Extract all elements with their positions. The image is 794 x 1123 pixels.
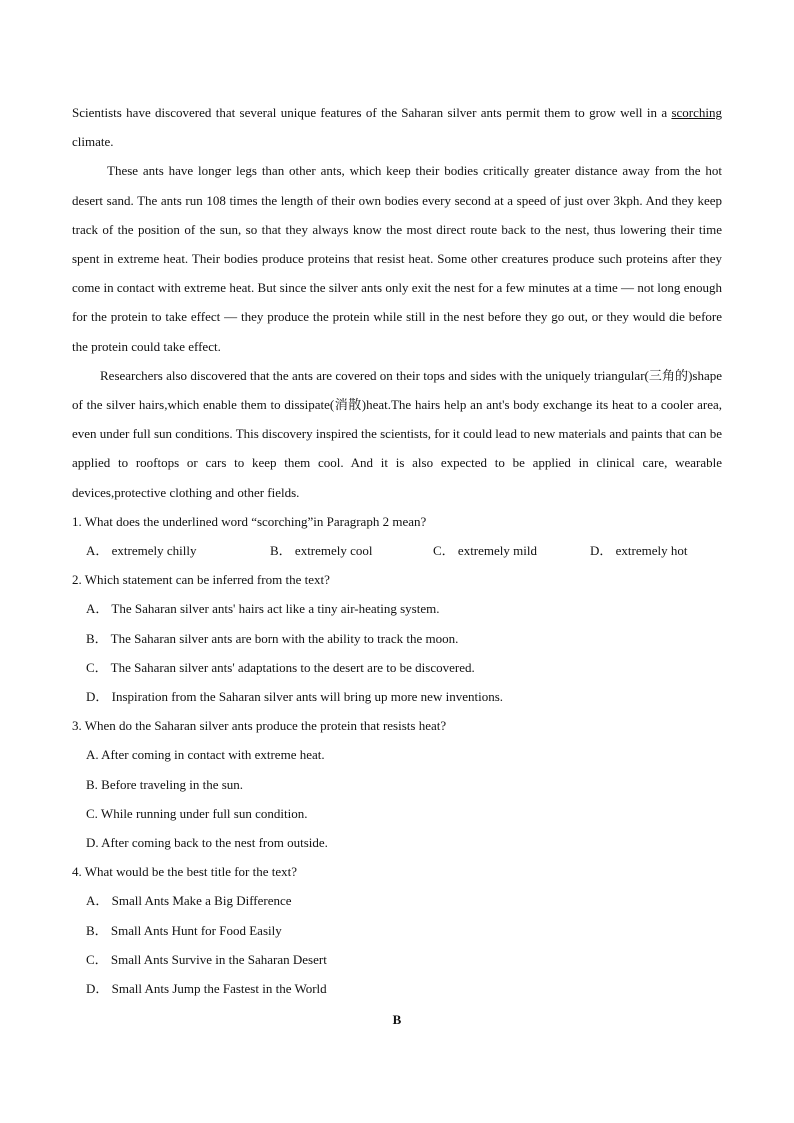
question-3-option-b: B. Before traveling in the sun. (86, 776, 244, 792)
question-3-stem: 3. When do the Saharan silver ants produce the protein that resists heat? (72, 718, 447, 734)
question-1-option-d: D． extremely hot (590, 543, 688, 559)
question-1 (72, 507, 722, 565)
question-4 (72, 857, 722, 1003)
paragraph-1-text-end: climate. (72, 134, 114, 150)
question-1-stem: 1. What does the underlined word “scorching”in Paragraph 2 mean? (72, 513, 427, 529)
passage-paragraph-2: These ants have longer legs than other ants, which keep their bodies critically greater distance away from the hot desert sand. The ants run 108 times the length of their own bodies every second at a speed of just over 3kph. And they keep track of the position of the sun, so that they always know the most direct route back to the nest, thus lowering their time spent in extreme heat. Their bodies produce proteins that resist heat. Some other creatures produce such proteins after they come in contact with extreme heat. But since the silver ants only exit the nest for a few minutes at a time — not long enough for the protein to take effect — they produce the protein while still in the nest before they go out, or they would die before the protein could take effect. (72, 163, 722, 354)
underlined-word-scorching: scorching (671, 105, 722, 120)
question-4-stem: 4. What would be the best title for the text? (72, 864, 298, 880)
question-4-option-c: C． Small Ants Survive in the Saharan Desert (86, 951, 327, 967)
paragraph-1-text-start: Scientists have discovered that several unique features of the Saharan silver ants permit them to grow well in a (72, 105, 672, 120)
document-body (72, 98, 722, 1003)
question-1-option-c: C． extremely mild (433, 543, 537, 559)
question-4-option-d: D． Small Ants Jump the Fastest in the World (86, 981, 327, 997)
question-2-stem: 2. Which statement can be inferred from the text? (72, 572, 330, 588)
question-3-option-c: C. While running under full sun condition. (86, 805, 308, 821)
question-2-option-b: B． The Saharan silver ants are born with the ability to track the moon. (86, 630, 459, 646)
question-3 (72, 711, 722, 857)
question-1-option-a: A． extremely chilly (86, 543, 197, 559)
question-4-option-b: B． Small Ants Hunt for Food Easily (86, 922, 282, 938)
question-2 (72, 565, 722, 711)
question-2-option-d: D． Inspiration from the Saharan silver ants will bring up more new inventions. (86, 689, 504, 705)
question-2-option-c: C． The Saharan silver ants' adaptations to the desert are to be discovered. (86, 659, 475, 675)
passage-paragraph-3: Researchers also discovered that the ants are covered on their tops and sides with the uniquely triangular(三角的)shape of the silver hairs,which enable them to dissipate(消散)heat.The hairs help an ant's body exchange its heat to a cooler area, even under full sun conditions. This discovery inspired the scientists, for it could lead to new materials and paints that can be applied to rooftops or cars to keep them cool. And it is also expected to be applied in clinical care, wearable devices,protective clothing and other fields. (72, 367, 722, 500)
question-3-option-a: A. After coming in contact with extreme heat. (86, 747, 325, 763)
question-1-options (86, 536, 722, 565)
section-heading-b: B (392, 1012, 402, 1027)
question-4-option-a: A． Small Ants Make a Big Difference (86, 893, 292, 909)
question-2-option-a: A． The Saharan silver ants' hairs act like a tiny air-heating system. (86, 601, 440, 617)
question-3-option-d: D. After coming back to the nest from outside. (86, 835, 328, 851)
passage-paragraph-1 (72, 98, 722, 156)
question-1-option-b: B． extremely cool (270, 543, 373, 559)
